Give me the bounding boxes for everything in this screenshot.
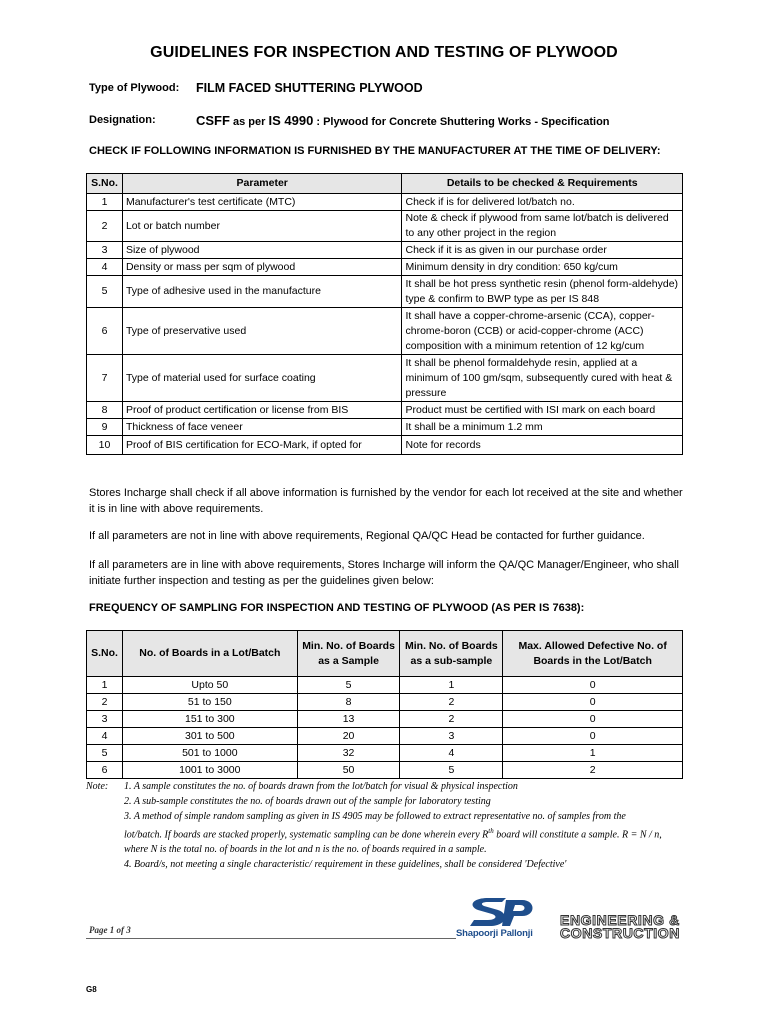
details-cell: Product must be certified with ISI mark on each board — [402, 402, 683, 419]
parameter-cell: Type of adhesive used in the manufacture — [122, 276, 402, 308]
division-line-1: ENGINEERING & — [560, 912, 680, 928]
parameter-cell: Density or mass per sqm of plywood — [122, 259, 402, 276]
sno-cell: 3 — [87, 711, 123, 728]
sno-cell: 2 — [87, 211, 123, 242]
note-item — [124, 809, 666, 857]
delivery-check-table — [86, 173, 683, 455]
parameter-cell: Manufacturer's test certificate (MTC) — [122, 194, 402, 211]
col-header-details: Details to be checked & Requirements — [402, 174, 683, 194]
table-row — [87, 194, 683, 211]
parameter-cell: Proof of product certification or license from BIS — [122, 402, 402, 419]
sub-sample-cell: 2 — [400, 694, 503, 711]
details-cell: It shall be phenol formaldehyde resin, applied at a minimum of 100 gm/sqm, subsequently cured with heat & pressure — [402, 355, 683, 402]
table-row — [87, 402, 683, 419]
max-defective-cell: 2 — [503, 762, 683, 779]
paragraph-not-in-line: If all parameters are not in line with above requirements, Regional QA/QC Head be contacted for further guidance. — [89, 530, 645, 542]
parameter-cell: Type of preservative used — [122, 308, 402, 355]
division-line-2: CONSTRUCTION — [560, 925, 680, 941]
table-row — [87, 355, 683, 402]
boards-in-lot-cell: 301 to 500 — [122, 728, 297, 745]
sno-cell: 4 — [87, 728, 123, 745]
sno-cell: 5 — [87, 745, 123, 762]
sno-cell: 6 — [87, 308, 123, 355]
sub-sample-cell: 5 — [400, 762, 503, 779]
table-row — [87, 711, 683, 728]
parameter-cell: Type of material used for surface coating — [122, 355, 402, 402]
sample-cell: 8 — [297, 694, 400, 711]
paragraph-stores-check: Stores Incharge shall check if all above information is furnished by the vendor for each lot received at the site and whether it is in line with above requirements. — [89, 487, 683, 515]
designation-value — [196, 113, 610, 128]
sub-sample-cell: 2 — [400, 711, 503, 728]
note-text: 3. A method of simple random sampling as given in IS 4905 may be followed to extract representative no. of samples from the lot/batch. If boards are stacked properly, systematic sampling can be done wherein every R — [124, 811, 626, 841]
details-cell: Check if it is as given in our purchase order — [402, 242, 683, 259]
col-header-sno: S.No. — [87, 631, 123, 677]
type-label: Type of Plywood: — [89, 82, 180, 94]
table-row — [87, 436, 683, 455]
boards-in-lot-cell: 501 to 1000 — [122, 745, 297, 762]
boards-in-lot-cell: 51 to 150 — [122, 694, 297, 711]
note-item: 1. A sample constitutes the no. of boards drawn from the lot/batch for visual & physical inspection — [124, 781, 518, 792]
note-superscript: th — [488, 827, 494, 835]
boards-in-lot-cell: 151 to 300 — [122, 711, 297, 728]
page-title: GUIDELINES FOR INSPECTION AND TESTING OF PLYWOOD — [150, 44, 618, 61]
sno-cell: 8 — [87, 402, 123, 419]
sno-cell: 5 — [87, 276, 123, 308]
table-row — [87, 762, 683, 779]
sno-cell: 4 — [87, 259, 123, 276]
col-header-max-defective: Max. Allowed Defective No. of Boards in the Lot/Batch — [503, 631, 683, 677]
table-row — [87, 728, 683, 745]
sno-cell: 1 — [87, 194, 123, 211]
sample-cell: 5 — [297, 677, 400, 694]
sample-cell: 20 — [297, 728, 400, 745]
notes-label: Note: — [86, 781, 109, 792]
col-header-sno: S.No. — [87, 174, 123, 194]
col-header-boards-in-lot: No. of Boards in a Lot/Batch — [122, 631, 297, 677]
table-header-row — [87, 174, 683, 194]
designation-standard: IS 4990 — [268, 113, 314, 128]
note-item: 4. Board/s, not meeting a single characteristic/ requirement in these guidelines, shall be considered 'Defective' — [124, 859, 567, 871]
type-value: FILM FACED SHUTTERING PLYWOOD — [196, 81, 423, 95]
parameter-cell: Thickness of face veneer — [122, 419, 402, 436]
footer-divider — [86, 938, 456, 939]
boards-in-lot-cell: 1001 to 3000 — [122, 762, 297, 779]
table-row — [87, 211, 683, 242]
col-header-sub-sample: Min. No. of Boards as a sub-sample — [400, 631, 503, 677]
table-row — [87, 259, 683, 276]
details-cell: It shall have a copper-chrome-arsenic (CCA), copper-chrome-boron (CCB) or acid-copper-chrome (ACC) composition with a minimum retention of 12 kg/cum — [402, 308, 683, 355]
details-cell: Note & check if plywood from same lot/batch is delivered to any other project in the region — [402, 211, 683, 242]
sno-cell: 1 — [87, 677, 123, 694]
check-heading: CHECK IF FOLLOWING INFORMATION IS FURNISHED BY THE MANUFACTURER AT THE TIME OF DELIVERY: — [89, 145, 661, 157]
details-cell: It shall be a minimum 1.2 mm — [402, 419, 683, 436]
max-defective-cell: 0 — [503, 677, 683, 694]
notes-section — [86, 779, 666, 872]
sub-sample-cell: 3 — [400, 728, 503, 745]
max-defective-cell: 0 — [503, 728, 683, 745]
table-row — [87, 419, 683, 436]
parameter-cell: Lot or batch number — [122, 211, 402, 242]
max-defective-cell: 1 — [503, 745, 683, 762]
table-row — [87, 677, 683, 694]
sno-cell: 9 — [87, 419, 123, 436]
sno-cell: 2 — [87, 694, 123, 711]
frequency-heading: FREQUENCY OF SAMPLING FOR INSPECTION AND TESTING OF PLYWOOD (AS PER IS 7638): — [89, 602, 585, 614]
sno-cell: 7 — [87, 355, 123, 402]
designation-label: Designation: — [89, 114, 156, 126]
note-item: 2. A sub-sample constitutes the no. of boards drawn out of the sample for laboratory testing — [124, 796, 491, 807]
table-row — [87, 308, 683, 355]
sampling-frequency-table — [86, 630, 683, 779]
details-cell: It shall be hot press synthetic resin (phenol form-aldehyde) type & confirm to BWP type as per IS 848 — [402, 276, 683, 308]
sub-sample-cell: 1 — [400, 677, 503, 694]
designation-as-per: as per — [229, 116, 269, 128]
page-number: Page 1 of 3 — [89, 925, 131, 935]
division-name — [560, 914, 680, 940]
table-row — [87, 276, 683, 308]
parameter-cell: Size of plywood — [122, 242, 402, 259]
parameter-cell: Proof of BIS certification for ECO-Mark, if opted for — [122, 436, 402, 455]
designation-code: CSFF — [196, 113, 230, 128]
details-cell: Note for records — [402, 436, 683, 455]
col-header-sample: Min. No. of Boards as a Sample — [297, 631, 400, 677]
boards-in-lot-cell: Upto 50 — [122, 677, 297, 694]
col-header-parameter: Parameter — [122, 174, 402, 194]
paragraph-in-line: If all parameters are in line with above requirements, Stores Incharge will inform the QA/QC Manager/Engineer, who shall initiate further inspection and testing as per the guidelines given below: — [89, 559, 680, 587]
details-cell: Check if is for delivered lot/batch no. — [402, 194, 683, 211]
designation-description: : Plywood for Concrete Shuttering Works - Specification — [313, 116, 610, 128]
sub-sample-cell: 4 — [400, 745, 503, 762]
table-header-row — [87, 631, 683, 677]
company-name: Shapoorji Pallonji — [456, 928, 533, 939]
note-text: board will constitute a sample. R = N / n, where N is the total no. of boards in the lot and n is the no. of boards required in a sample. — [124, 829, 662, 856]
table-row — [87, 745, 683, 762]
sample-cell: 13 — [297, 711, 400, 728]
table-row — [87, 242, 683, 259]
details-cell: Minimum density in dry condition: 650 kg/cum — [402, 259, 683, 276]
max-defective-cell: 0 — [503, 711, 683, 728]
sno-cell: 6 — [87, 762, 123, 779]
max-defective-cell: 0 — [503, 694, 683, 711]
sample-cell: 32 — [297, 745, 400, 762]
sno-cell: 3 — [87, 242, 123, 259]
document-code: G8 — [86, 985, 97, 994]
sample-cell: 50 — [297, 762, 400, 779]
sno-cell: 10 — [87, 436, 123, 455]
table-row — [87, 694, 683, 711]
